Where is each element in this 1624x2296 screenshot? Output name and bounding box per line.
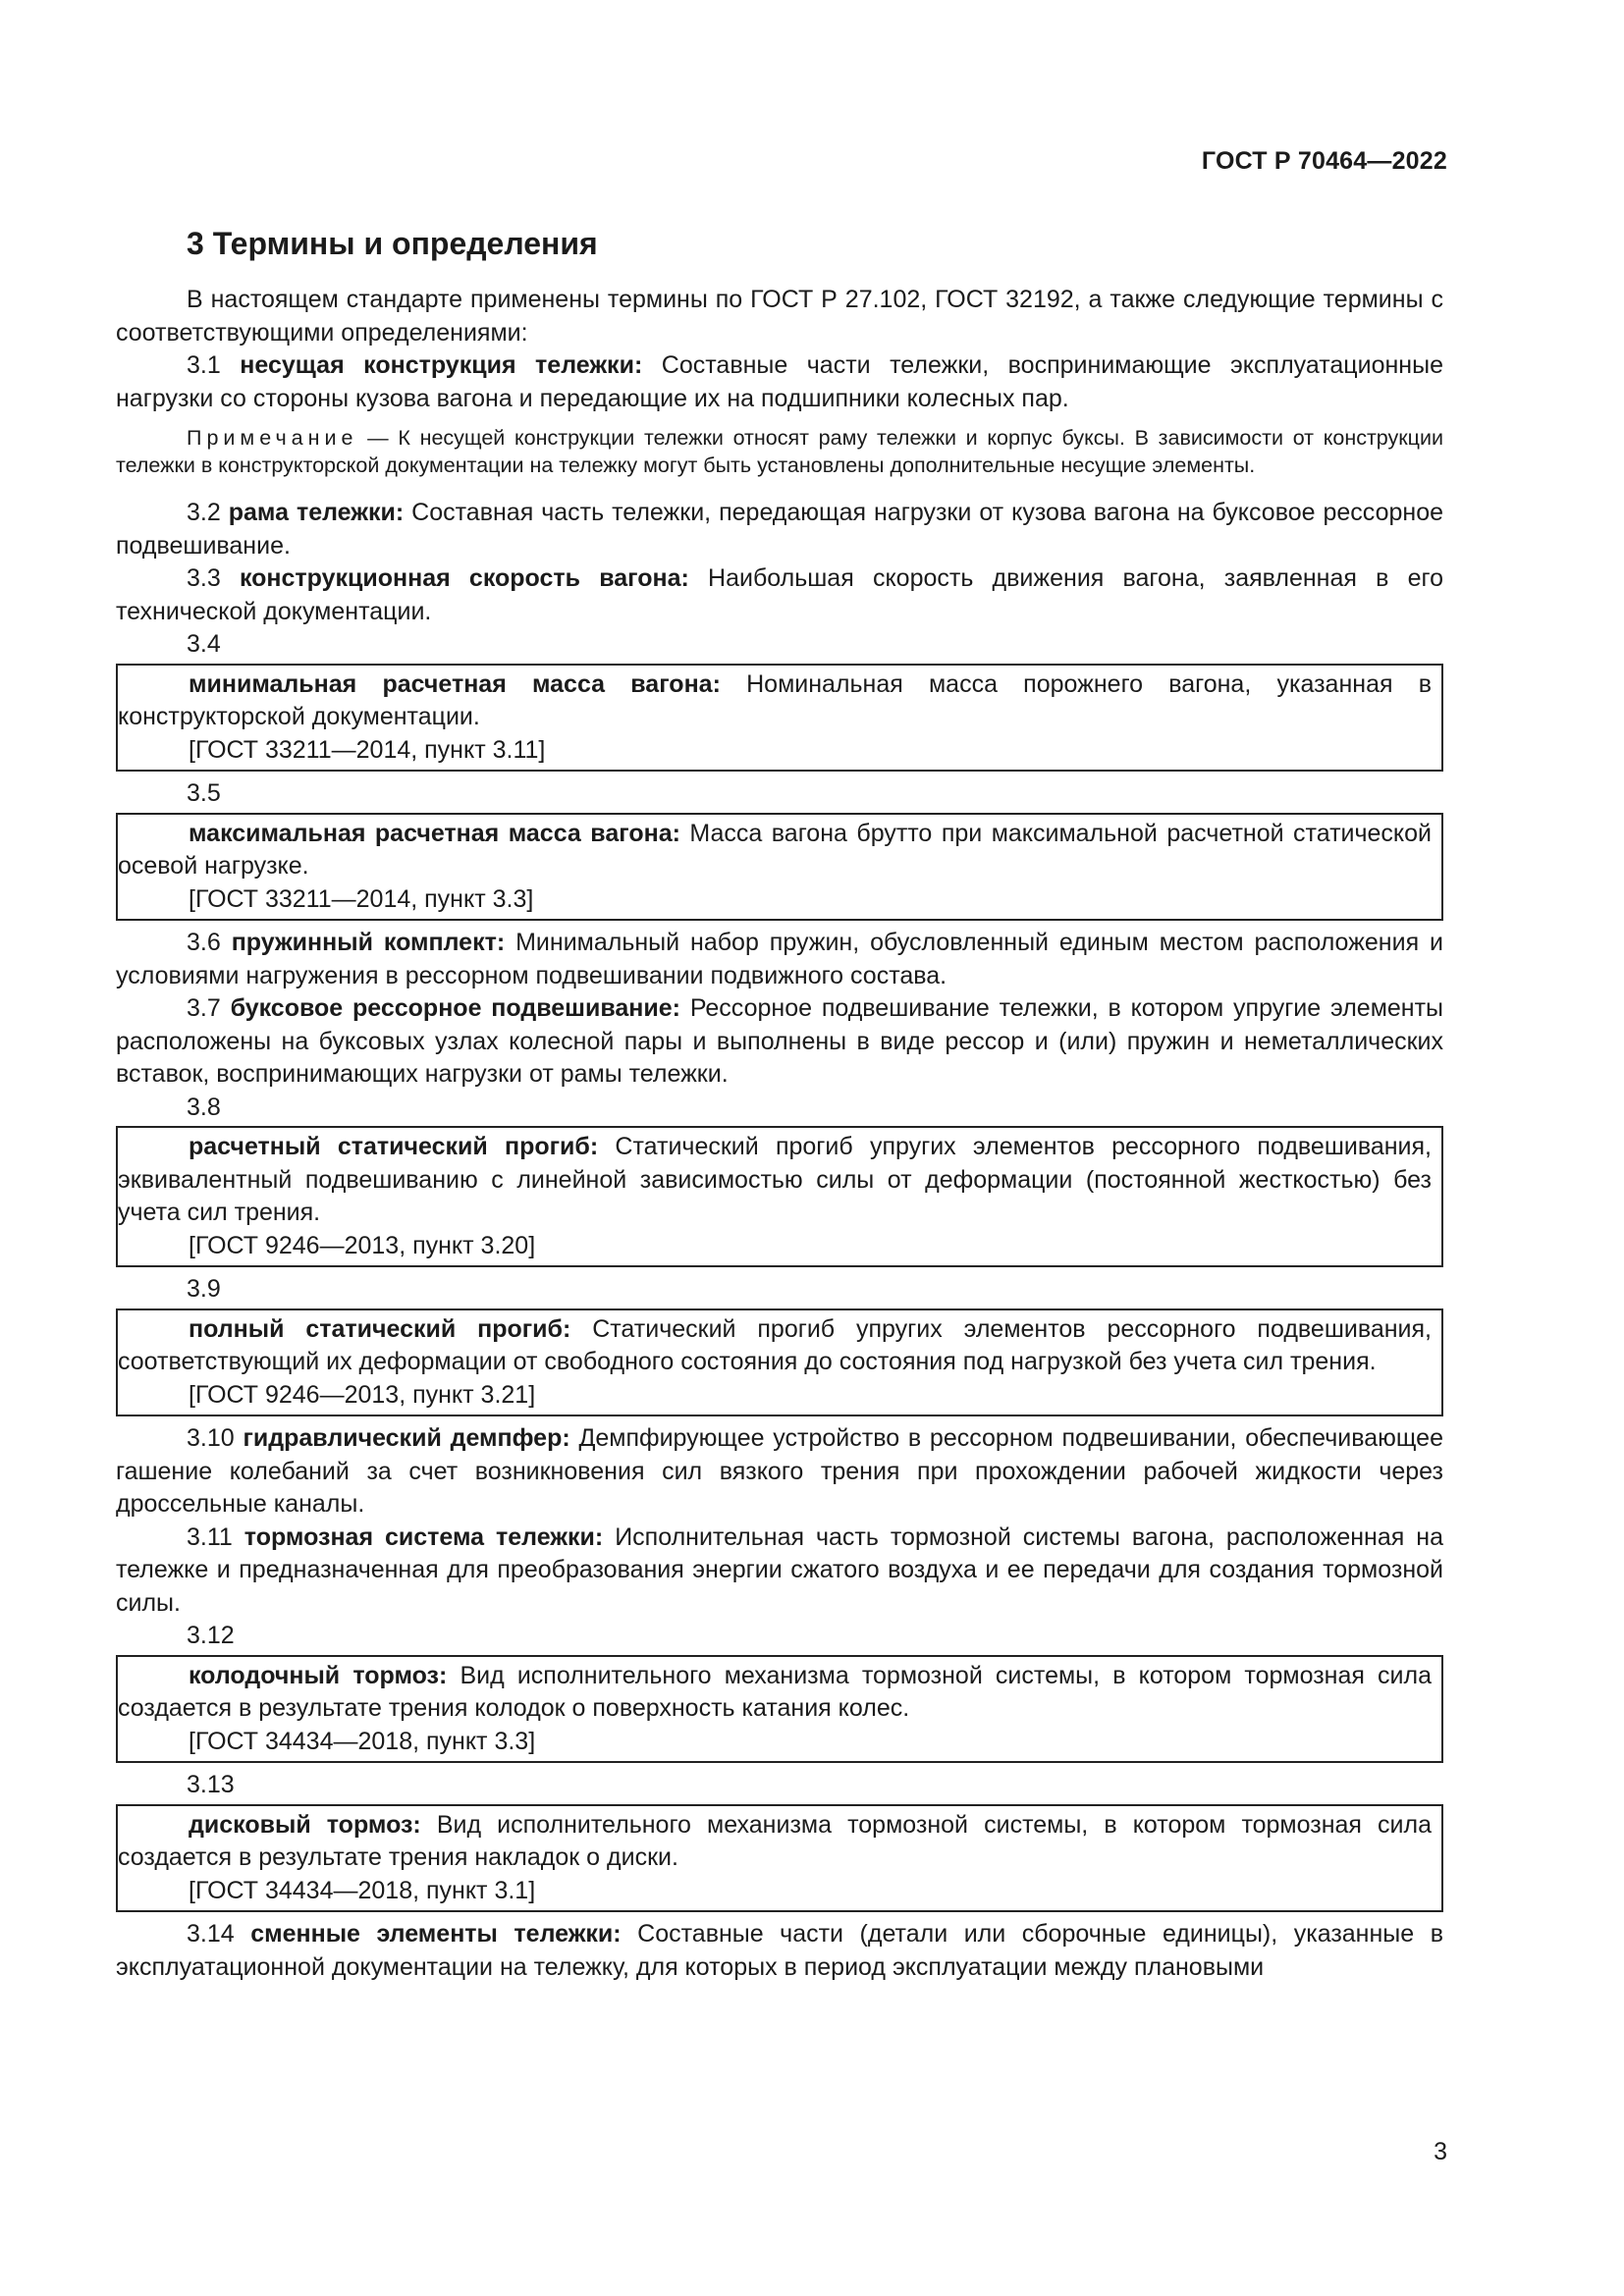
term-box-3-9	[116, 1308, 1443, 1417]
term-3-9	[118, 1313, 1432, 1379]
term-reference: [ГОСТ 34434—2018, пункт 3.3]	[189, 1727, 536, 1755]
term-3-11	[116, 1522, 1443, 1621]
term-number: 3.4	[187, 630, 221, 658]
term-name: тормозная система тележки:	[244, 1522, 604, 1551]
term-definition: Номинальная масса порожнего вагона, указанная в конструкторской документации.	[118, 669, 1432, 730]
term-definition: Статический прогиб упругих элементов рессорного подвешивания, эквивалентный подвешиванию с линейной зависимостью силы от деформации (постоянной жесткостью) без учета сил трения.	[118, 1133, 1432, 1226]
term-definition: Вид исполнительного механизма тормозной системы, в котором тормозная сила создается в результате трения колодок о поверхность катания колес.	[118, 1661, 1433, 1722]
term-reference: [ГОСТ 33211—2014, пункт 3.11]	[189, 735, 546, 764]
term-number: 3.5	[187, 779, 221, 807]
term-definition: Минимальный набор пружин, обусловленный единым местом расположения и условиями нагружения в рессорном подвешивании подвижного состава.	[116, 929, 1444, 989]
term-name: пружинный комплект:	[231, 929, 506, 956]
note	[116, 425, 1443, 479]
term-definition: Составная часть тележки, передающая нагрузки от кузова вагона на буксовое рессорное подвешивание.	[116, 499, 1443, 560]
term-name: расчетный статический прогиб:	[189, 1133, 599, 1160]
term-definition: Наибольшая скорость движения вагона, заявленная в его технической документации.	[116, 564, 1443, 625]
term-box-3-8	[116, 1126, 1443, 1267]
term-name: максимальная расчетная масса вагона:	[189, 819, 680, 847]
term-number: 3.9	[187, 1275, 221, 1303]
section-title: 3 Термины и определения	[187, 226, 598, 261]
term-reference: [ГОСТ 9246—2013, пункт 3.21]	[189, 1380, 536, 1409]
term-reference: [ГОСТ 9246—2013, пункт 3.20]	[189, 1231, 536, 1259]
term-name: минимальная расчетная масса вагона:	[189, 669, 721, 698]
term-box-3-5	[116, 813, 1443, 922]
term-number: 3.11	[187, 1522, 233, 1551]
term-name: несущая конструкция тележки:	[240, 351, 643, 379]
term-3-12	[118, 1660, 1432, 1726]
term-number: 3.3	[187, 564, 221, 592]
term-name: колодочный тормоз:	[189, 1661, 448, 1689]
term-definition: Исполнительная часть тормозной системы вагона, расположенная на тележке и предназначенная для преобразования энергии сжатого воздуха и ее передачи для создания тормозной силы.	[116, 1522, 1443, 1617]
term-number: 3.7	[187, 994, 221, 1022]
term-box-3-4	[116, 664, 1443, 773]
note-label: Примечание	[187, 426, 358, 450]
term-number: 3.13	[187, 1771, 235, 1798]
term-definition: Составные части (детали или сборочные единицы), указанные в эксплуатационной документации на тележку, для которых в период эксплуатации между плановыми	[116, 1920, 1443, 1981]
term-definition: Составные части тележки, воспринимающие эксплуатационные нагрузки со стороны кузова вагона и передающие их на подшипники колесных пар.	[116, 351, 1443, 412]
term-definition: Масса вагона брутто при максимальной расчетной статической осевой нагрузке.	[118, 819, 1433, 880]
term-number: 3.6	[187, 929, 221, 956]
term-3-5	[118, 818, 1432, 883]
term-number: 3.8	[187, 1093, 221, 1121]
term-name: буксовое рессорное подвешивание:	[230, 994, 680, 1022]
term-name: сменные элементы тележки:	[250, 1920, 622, 1948]
term-3-14	[116, 1918, 1443, 1984]
note-text: — К несущей конструкции тележки относят раму тележки и корпус буксы. В зависимости от конструкции тележки в конструкторской документации на тележку могут быть установлены дополнительные несущие элементы.	[116, 426, 1443, 477]
term-definition: Демпфирующее устройство в рессорном подвешивании, обеспечивающее гашение колебаний за счет возникновения сил вязкого трения при прохождении рабочей жидкости через дроссельные каналы.	[116, 1424, 1443, 1518]
term-reference: [ГОСТ 33211—2014, пункт 3.3]	[189, 884, 534, 913]
term-3-4	[118, 668, 1432, 734]
term-3-8	[118, 1131, 1432, 1230]
term-number: 3.12	[187, 1622, 235, 1649]
term-reference: [ГОСТ 34434—2018, пункт 3.1]	[189, 1876, 536, 1904]
page-content	[116, 218, 1443, 1984]
term-3-3	[116, 562, 1443, 628]
term-3-6	[116, 927, 1443, 992]
intro-paragraph: В настоящем стандарте применены термины по ГОСТ Р 27.102, ГОСТ 32192, а также следующие термины с соответствующими определениями:	[116, 286, 1443, 347]
term-name: рама тележки:	[228, 499, 405, 526]
term-box-3-13	[116, 1804, 1443, 1913]
term-name: конструкционная скорость вагона:	[239, 564, 689, 592]
term-definition: Рессорное подвешивание тележки, в котором упругие элементы расположены на буксовых узлах колесной пары и выполнены в виде рессор и (или) пружин и неметаллических вставок, воспринимающих нагрузки от рамы тележки.	[116, 994, 1444, 1088]
term-3-10	[116, 1422, 1443, 1522]
term-box-3-12	[116, 1655, 1443, 1764]
term-number: 3.2	[187, 499, 221, 526]
term-definition: Вид исполнительного механизма тормозной системы, в котором тормозная сила создается в результате трения накладок о диски.	[118, 1810, 1432, 1871]
term-definition: Статический прогиб упругих элементов рессорного подвешивания, соответствующий их деформации от свободного состояния до состояния под нагрузкой без учета сил трения.	[118, 1314, 1432, 1375]
term-3-7	[116, 992, 1443, 1092]
term-number: 3.10	[187, 1424, 235, 1452]
term-name: гидравлический демпфер:	[243, 1424, 570, 1452]
term-number: 3.14	[187, 1920, 235, 1948]
term-3-1	[116, 349, 1443, 415]
term-number: 3.1	[187, 351, 221, 379]
document-code: ГОСТ Р 70464—2022	[1201, 147, 1447, 175]
page-number: 3	[1434, 2138, 1447, 2165]
term-name: дисковый тормоз:	[189, 1810, 421, 1839]
term-3-13	[118, 1809, 1432, 1875]
term-name: полный статический прогиб:	[189, 1314, 571, 1343]
term-3-2	[116, 497, 1443, 562]
